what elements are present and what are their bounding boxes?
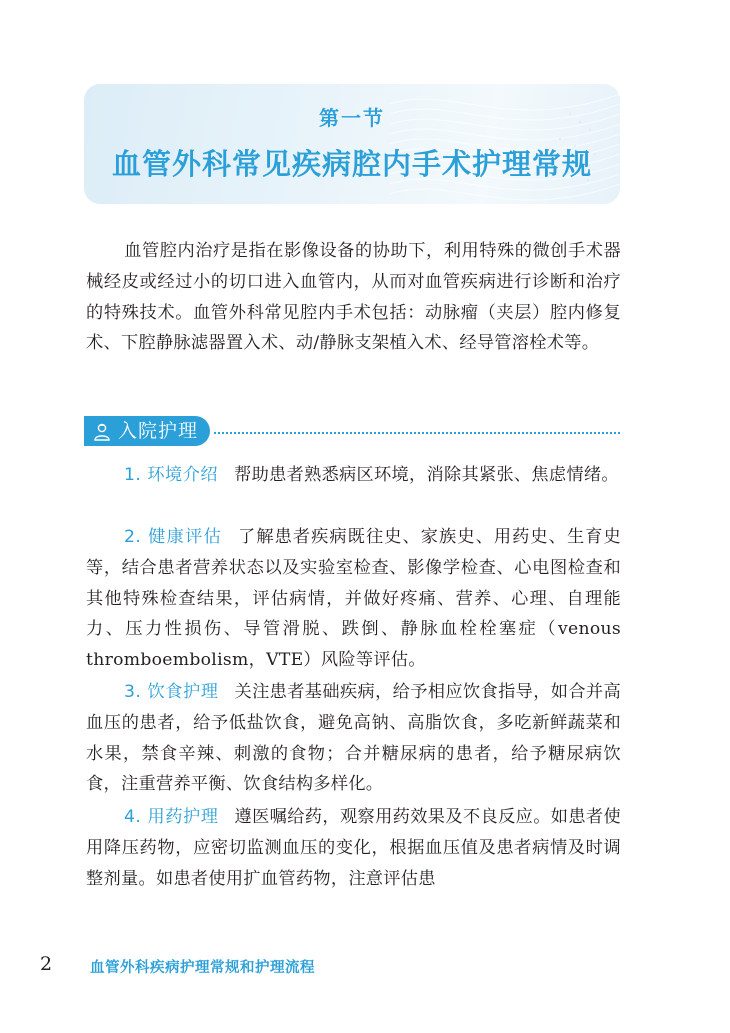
list-item: [86, 677, 621, 800]
item-label: 3. 饮食护理: [124, 682, 219, 702]
item-text: 遵医嘱给药，观察用药效果及不良反应。如患者使用降压药物，应密切监测血压的变化，根据血压值及患者病情及时调整剂量。如患者使用扩血管药物，注意评估患: [86, 807, 621, 889]
subsection-heading: [84, 416, 620, 448]
section-banner: [84, 84, 620, 204]
item-label: 4. 用药护理: [124, 807, 219, 827]
list-item: [86, 802, 621, 894]
item-label: 2. 健康评估: [124, 527, 223, 547]
list-item: [86, 522, 621, 676]
intro-text: 血管腔内治疗是指在影像设备的协助下，利用特殊的微创手术器械经皮或经过小的切口进入血管内，从而对血管疾病进行诊断和治疗的特殊技术。血管外科常见腔内手术包括：动脉瘤（夹层）腔内修复术、下腔静脉滤器置入术、动/静脉支架植入术、经导管溶栓术等。: [86, 241, 621, 354]
dotted-divider: [214, 432, 620, 434]
section-title: 血管外科常见疾病腔内手术护理常规: [111, 147, 592, 181]
item-text: 关注患者基础疾病，给予相应饮食指导，如合并高血压的患者，给予低盐饮食，避免高钠、高脂饮食，多吃新鲜蔬菜和水果，禁食辛辣、刺激的食物；合并糖尿病的患者，给予糖尿病饮食，注重营养平衡、饮食结构多样化。: [86, 682, 621, 795]
subsection-pill: [84, 416, 210, 446]
intro-paragraph: [86, 236, 621, 359]
nurse-icon: [92, 422, 112, 442]
list-item: [86, 460, 621, 491]
item-text: 了解患者疾病既往史、家族史、用药史、生育史等，结合患者营养状态以及实验室检查、影像学检查、心电图检查和其他特殊检查结果，评估病情，并做好疼痛、营养、心理、自理能力、压力性损伤、导管滑脱、跌倒、静脉血栓栓塞症（venous thromboembolism，VTE）风险等评估。: [86, 527, 621, 671]
subsection-title: 入院护理: [118, 420, 199, 442]
item-text: 帮助患者熟悉病区环境，消除其紧张、焦虑情绪。: [234, 465, 619, 485]
running-footer-title: 血管外科疾病护理常规和护理流程: [90, 960, 315, 976]
item-label: 1. 环境介绍: [124, 465, 219, 485]
section-number: 第一节: [319, 106, 385, 130]
page-number: 2: [40, 953, 53, 975]
